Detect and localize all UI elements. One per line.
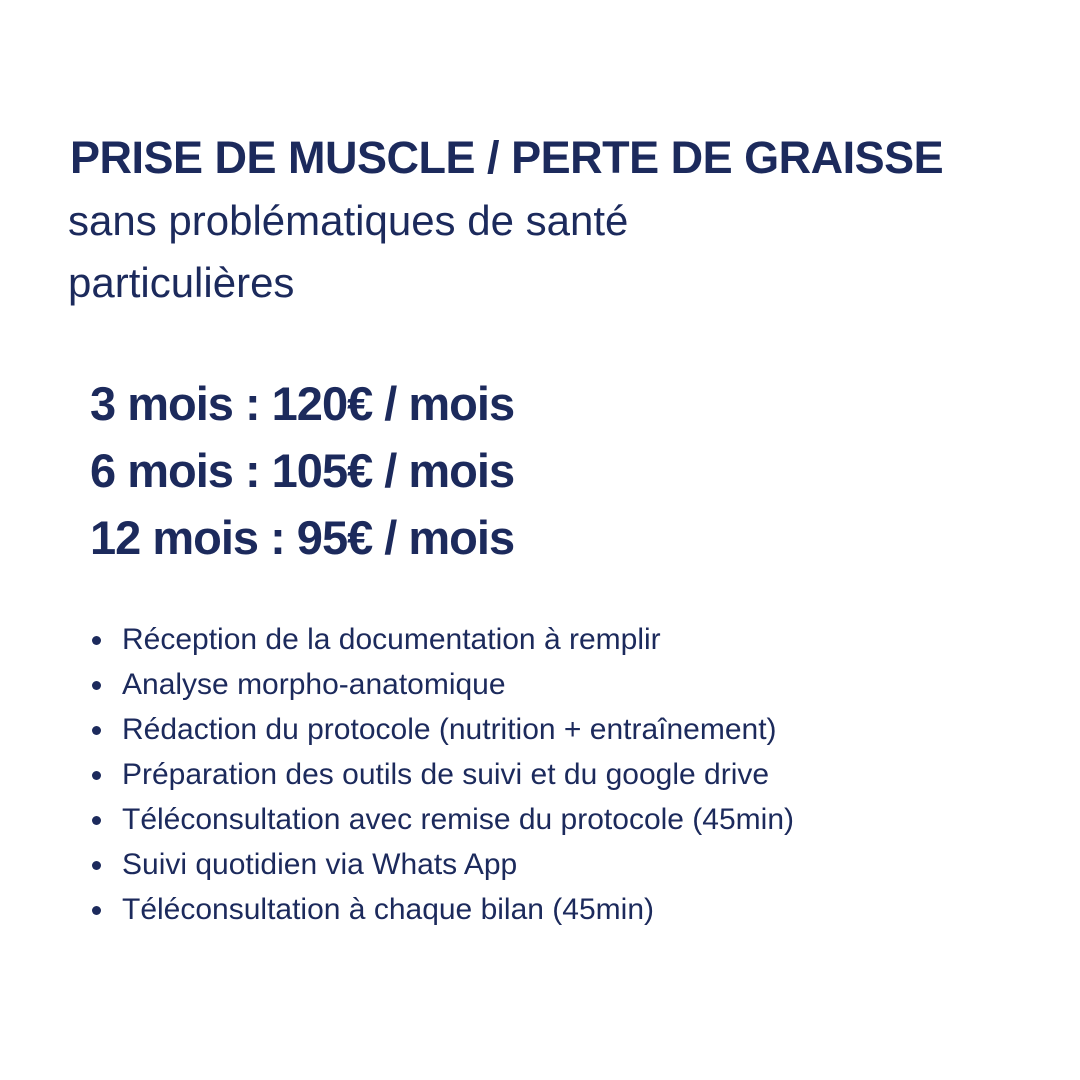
feature-list <box>122 617 794 932</box>
feature-label: Analyse morpho-anatomique <box>122 668 506 701</box>
bullet-icon <box>92 816 101 825</box>
list-item <box>122 617 794 662</box>
bullet-icon <box>92 681 101 690</box>
list-item <box>122 707 794 752</box>
feature-label: Suivi quotidien via Whats App <box>122 848 518 881</box>
page-subtitle: sans problématiques de santé particulières <box>68 197 629 306</box>
price-3-months: 3 mois : 120€ / mois <box>90 377 515 430</box>
list-item <box>122 842 794 887</box>
feature-label: Rédaction du protocole (nutrition + entraînement) <box>122 713 777 746</box>
list-item <box>122 662 794 707</box>
list-item <box>122 752 794 797</box>
bullet-icon <box>92 861 101 870</box>
feature-label: Réception de la documentation à remplir <box>122 623 661 656</box>
list-item <box>122 797 794 842</box>
price-6-months: 6 mois : 105€ / mois <box>90 444 515 497</box>
list-item <box>122 887 794 932</box>
feature-label: Préparation des outils de suivi et du google drive <box>122 758 770 791</box>
feature-label: Téléconsultation avec remise du protocole (45min) <box>122 803 794 836</box>
bullet-icon <box>92 636 101 645</box>
pricing-list <box>90 370 514 571</box>
price-12-months: 12 mois : 95€ / mois <box>90 511 515 564</box>
bullet-icon <box>92 906 101 915</box>
bullet-icon <box>92 726 101 735</box>
page-title: PRISE DE MUSCLE / PERTE DE GRAISSE <box>70 132 944 183</box>
feature-label: Téléconsultation à chaque bilan (45min) <box>122 893 654 926</box>
bullet-icon <box>92 771 101 780</box>
